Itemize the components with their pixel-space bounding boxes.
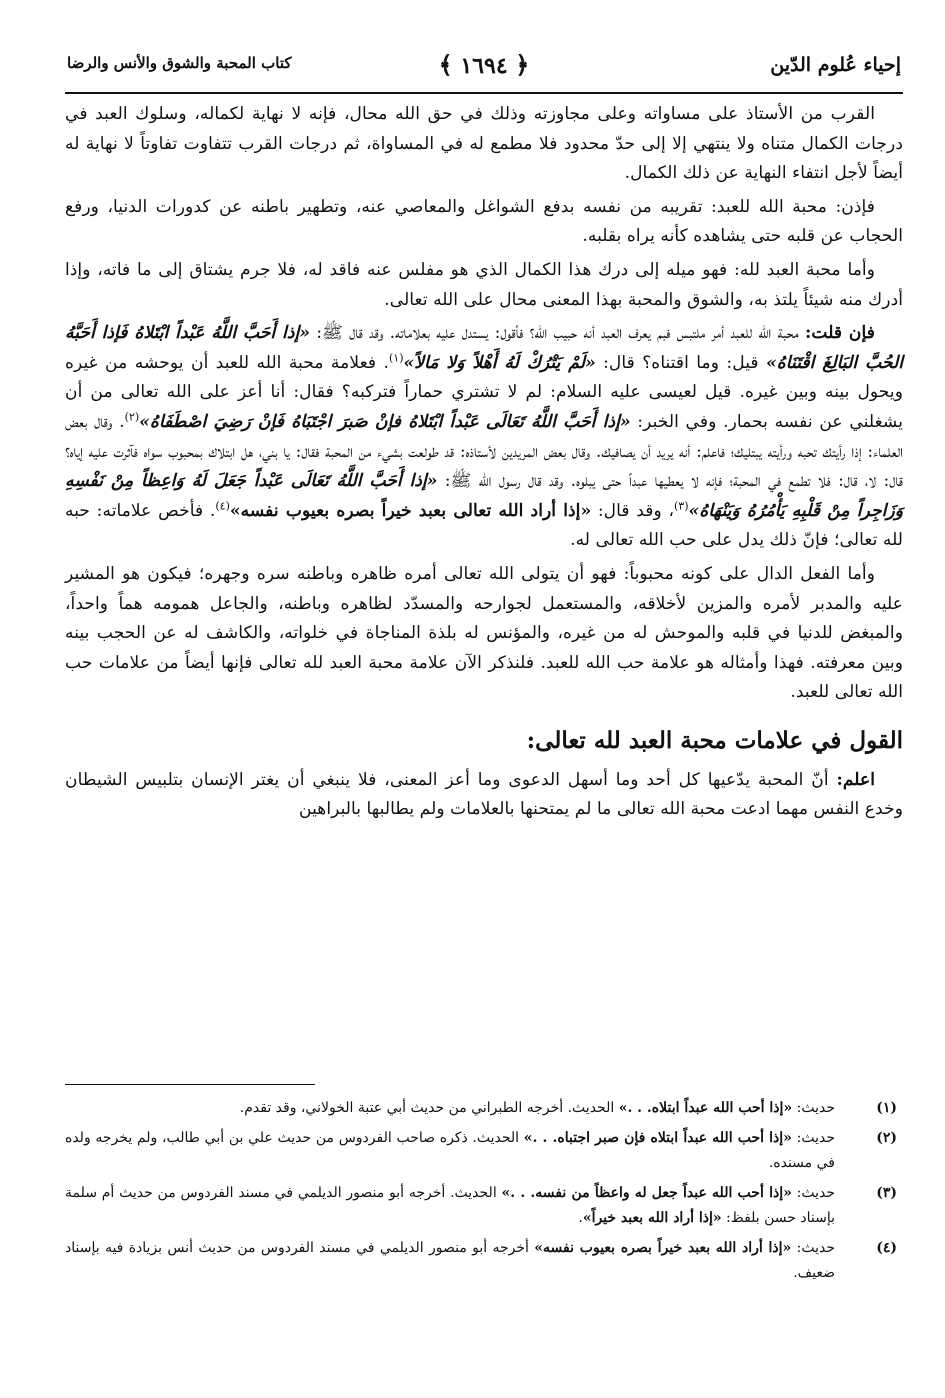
hadith-quote: «إذا أَحَبَّ اللَّهُ عَبْداً ابْتَلاهُ فَإذا أَحَبَّهُ الحُبَّ البَالِغَ اقْتَنَاهُ» <box>65 323 903 373</box>
footnote <box>65 1236 903 1286</box>
text-run: حديث: <box>791 1130 835 1146</box>
lead-word: اعلم: <box>836 769 875 790</box>
paragraphs <box>65 100 903 708</box>
text-run: الحديث. ذكره صاحب الفردوس من حديث علي بن أبي طالب، ولم يخرجه ولده في مسنده. <box>65 1130 835 1171</box>
hadith-quote: «إذا أحب الله عبداً جعل له واعظاً من نفسه. . .» <box>501 1185 792 1201</box>
text-run: حديث: <box>791 1185 835 1201</box>
text-run: قيل: وما اقتناه؟ قال: <box>595 352 767 373</box>
chapter-title: كتاب المحبة والشوق والأنس والرضا <box>67 54 292 72</box>
book-page <box>65 40 903 1370</box>
lead-word: فإن قلت: <box>804 323 875 344</box>
text-run: وأما محبة العبد لله: فهو ميله إلى درك هذا الكمال الذي هو مفلس عنه فاقد له، فلا جرم يشتاق إلى ما فاته، وإذا أدرك منه شيئاً يلتذ به، والشوق والمحبة بهذا المعنى محال على الله تعالى. <box>65 259 903 310</box>
text-run: الحديث. أخرجه أبو منصور الديلمي في مسند الفردوس من حديث أم سلمة بإسناد حسن بلفظ: <box>65 1185 835 1226</box>
footnote-number: (١) <box>876 1100 897 1116</box>
text-run: الحديث. أخرجه الطبراني من حديث أبي عتبة الخولاني، وقد تقدم. <box>239 1100 619 1116</box>
text-run: أنّ المحبة يدّعيها كل أحد وما أسهل الدعوى وما أعز المعنى، فلا ينبغي أن يغتر الإنسان بتلبيس الشيطان وخدع النفس مهما ادعت محبة الله تعالى ما لم يمتحنها بالعلامات ولم يطالبها بالبراهين <box>65 769 903 820</box>
footnote-ref: (١) <box>388 351 404 365</box>
main-text <box>65 100 903 829</box>
footnote <box>65 1181 903 1231</box>
text-run: . فعلامة محبة الله للعبد أن يوحشه من غيره ويحول بينه وبين غيره. قيل لعيسى عليه السلام: لم لا تشتري حماراً فتركبه؟ فقال: أنا أعز على الله تعالى من أن يشغلني عن نفسه بحمار. وفي الخبر: <box>65 352 903 432</box>
footnote-number: (٢) <box>876 1130 897 1146</box>
page-number-value: ١٦٩٤ <box>460 53 508 79</box>
book-title: إحياء عُلوم الدّين <box>770 54 901 76</box>
text-run: ، وقد قال: <box>591 500 675 521</box>
text-run: . وقال بعض العلماء: إذا رأيتك تحبه ورأيته يبتليك؛ فاعلم: أنه يريد أن يصافيك. وقال بعض المريدين لأستاذه: قد طولعت بشيء من المحبة فقال: يا بني، هل ابتلاك بمحبوب سواه فآثرت عليه إياه؟ قال: لا، قال: فلا تطمع في المحبة؛ فإنه لا يعطيها عبداً حتى يبلوه. وقد قال رسول الله ﷺ: <box>65 411 903 492</box>
text-run: وأما الفعل الدال على كونه محبوباً: فهو أن يتولى الله تعالى أمره ظاهره وباطنه سره وجهره؛ فيكون هو المشير عليه والمدبر لأمره والمزين لأخلاقه، والمستعمل لجوارحه والمسدّد لظاهره وباطنه، والجاعل همومه هماً واحداً، والمبغض للدنيا في قلبه والموحش له من غيره، والمؤنس له بلذة المناجاة في خلواته، والكاشف له عن الحجب بينه وبين معرفته. فهذا وأمثاله هو علامة حب الله للعبد. فلنذكر الآن علامة محبة العبد لله تعالى فإنها أيضاً من علامات حب الله تعالى للعبد. <box>65 563 903 703</box>
hadith-quote: «لَمْ يَتْرُكْ لَهُ أَهْلاً وَلا مَالاً» <box>403 352 596 373</box>
footnote <box>65 1096 903 1121</box>
text-run: حديث: <box>791 1240 835 1256</box>
hadith-quote: «إذا أراد الله بعبد خيراً» <box>582 1210 722 1226</box>
section-paragraph <box>65 766 903 825</box>
footnote-number: (٣) <box>876 1185 897 1201</box>
footnote-number: (٤) <box>876 1240 897 1256</box>
hadith-quote: «إذا أراد الله بعبد خيراً بصره بعيوب نفسه» <box>534 1240 792 1256</box>
footnote-ref: (٤) <box>215 498 230 512</box>
hadith-quote: «إذا أراد الله تعالى بعبد خيراً بصره بعيوب نفسه» <box>229 500 592 521</box>
hadith-quote: «إذا أَحَبَّ اللَّهُ تَعَالَى عَبْداً جَعَلَ لَهُ وَاعِظاً مِنْ نَفْسِهِ وَزَاجِراً مِنْ قَلْبِهِ يَأْمُرُهُ وَيَنْهَاهُ» <box>65 471 904 521</box>
section-heading: القول في علامات محبة العبد لله تعالى: <box>526 726 903 754</box>
footnote <box>65 1126 903 1176</box>
footnote-ref: (٢) <box>124 410 140 424</box>
footnote-ref: (٣) <box>674 498 689 512</box>
footnotes <box>65 1096 903 1291</box>
paragraph <box>65 560 903 708</box>
page-number <box>439 50 530 79</box>
text-run: القرب من الأستاذ على مساواته وعلى مجاوزته وذلك في حق الله محال، فإنه لا نهاية لكماله، وسلوك العبد في درجات الكمال متناه ولا ينتهي إلا إلى حدّ محدود فلا مطمع له في المساواة، ثم درجات القرب تتفاوت تفاوتاً لا نهاية له أيضاً لأجل انتفاء النهاية عن ذلك الكمال. <box>65 104 903 184</box>
text-run: . فأخص علاماته: حبه لله تعالى؛ فإنّ ذلك يدل على حب الله تعالى له. <box>65 500 903 551</box>
text-run: أخرجه أبو منصور الديلمي في مسند الفردوس من حديث أنس بزيادة فيه بإسناد ضعيف. <box>65 1240 835 1281</box>
text-run: فإذن: محبة الله للعبد: تقريبه من نفسه بدفع الشواغل والمعاصي عنه، وتطهير باطنه عن كدورات الدنيا، ورفع الحجاب عن قلبه حتى يشاهده كأنه يراه بقلبه. <box>65 196 903 247</box>
text-run: . <box>578 1210 583 1226</box>
footnote-divider <box>65 1084 315 1085</box>
paragraph <box>65 100 903 189</box>
hadith-quote: «إذا أحب الله عبداً ابتلاه. . .» <box>618 1100 793 1116</box>
page-number-ornament-left: ﴾ <box>438 50 453 79</box>
paragraph <box>65 193 903 252</box>
text-run: حديث: <box>792 1100 835 1116</box>
text-run: محبة الله للعبد أمر ملتبس فبم يعرف العبد أنه حبيب الله؟ فأقول: يستدل عليه بعلاماته. وقد قال ﷺ: <box>309 323 805 344</box>
page-number-ornament-right: ﴿ <box>515 50 530 79</box>
page-header <box>65 40 903 94</box>
hadith-quote: «إذا أحب الله عبداً ابتلاه فإن صبر اجتباه. . .» <box>523 1130 792 1146</box>
paragraph <box>65 319 903 556</box>
hadith-quote: «إذا أَحَبَّ اللَّهُ تَعَالَى عَبْداً ابْتَلاهُ فإنْ صَبرَ اجْتَبَاهُ فَإنْ رَضِيَ اصْطَفَاهُ» <box>139 411 631 432</box>
paragraph <box>65 256 903 315</box>
